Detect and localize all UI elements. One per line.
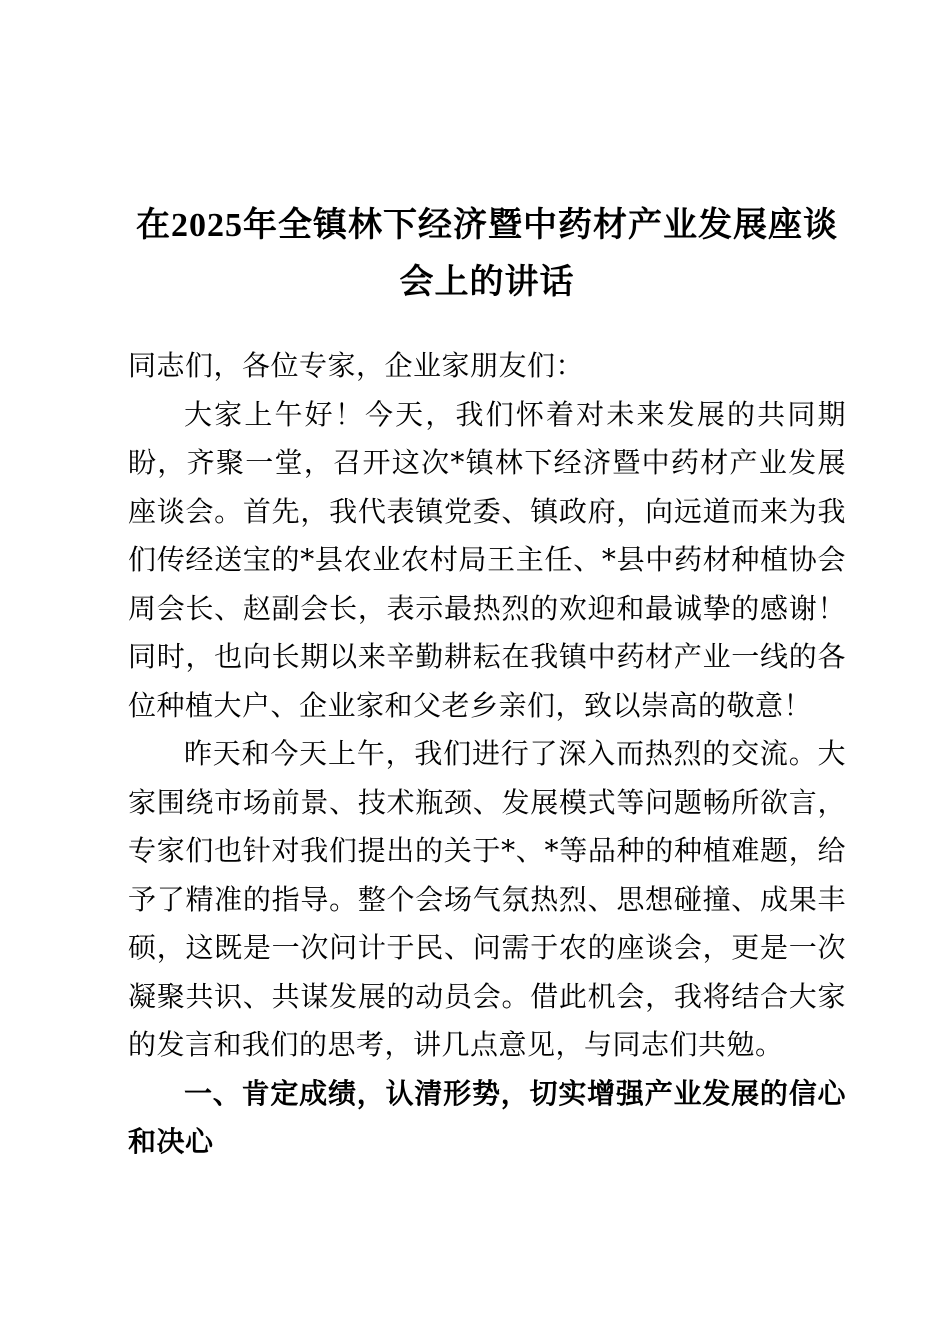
salutation-line: 同志们，各位专家，企业家朋友们： bbox=[128, 349, 585, 382]
section-heading: 一、肯定成绩，认清形势，切实增强产业发展的信心和决心 bbox=[128, 1076, 846, 1158]
document-page bbox=[128, 197, 846, 1167]
document-title: 在2025年全镇林下经济暨中药材产业发展座谈会上的讲话 bbox=[136, 207, 838, 301]
document-body bbox=[128, 342, 846, 1167]
paragraph: 昨天和今天上午，我们进行了深入而热烈的交流。大家围绕市场前景、技术瓶颈、发展模式等问题畅所欲言，专家们也针对我们提出的关于*、*等品种的种植难题，给予了精准的指导。整个会场气氛热烈、思想碰撞、成果丰硕，这既是一次问计于民、问需于农的座谈会，更是一次凝聚共识、共谋发展的动员会。借此机会，我将结合大家的发言和我们的思考，讲几点意见，与同志们共勉。 bbox=[128, 737, 846, 1061]
paragraph: 大家上午好！今天，我们怀着对未来发展的共同期盼，齐聚一堂，召开这次*镇林下经济暨中药材产业发展座谈会。首先，我代表镇党委、镇政府，向远道而来为我们传经送宝的*县农业农村局王主任、*县中药材种植协会周会长、赵副会长，表示最热烈的欢迎和最诚挚的感谢！同时，也向长期以来辛勤耕耘在我镇中药材产业一线的各位种植大户、企业家和父老乡亲们，致以崇高的敬意！ bbox=[128, 397, 846, 722]
